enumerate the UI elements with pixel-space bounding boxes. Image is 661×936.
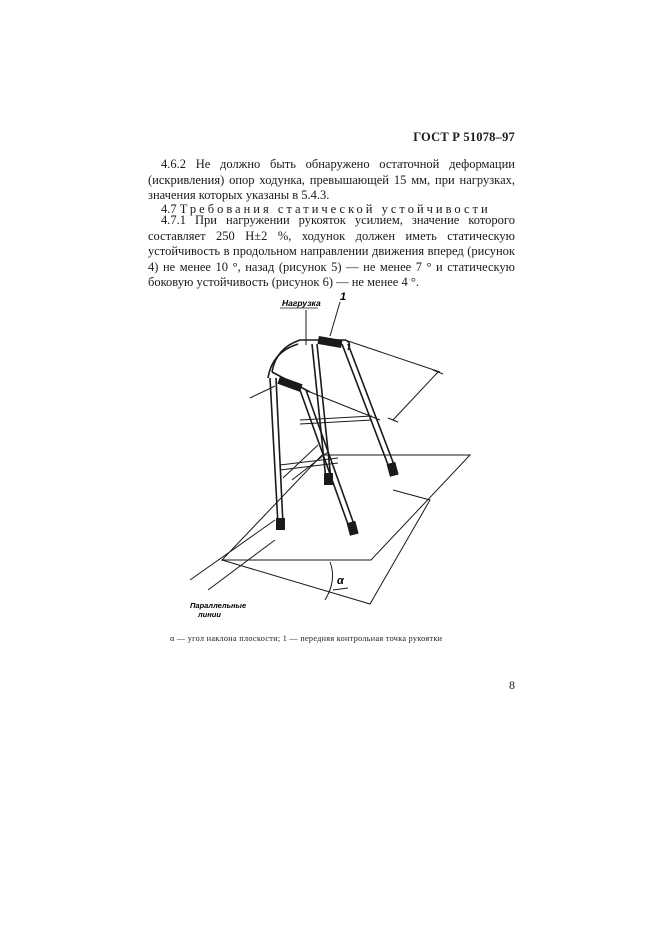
angle-arc — [325, 562, 333, 600]
point-1-label: 1 — [340, 291, 347, 303]
parallel-lines-label-1: Параллельные — [190, 601, 247, 610]
grip-left — [277, 376, 302, 392]
point-1-leader — [330, 302, 340, 336]
standard-code-header: ГОСТ Р 51078–97 — [413, 130, 515, 144]
alpha-leader — [333, 588, 348, 590]
inclined-plane — [222, 455, 470, 560]
section-title: Требования статической устойчивости — [179, 202, 491, 216]
grip-right — [317, 336, 342, 348]
tip-rear-right — [387, 462, 399, 477]
paragraph-4-6-2 — [148, 157, 515, 204]
parallel-lines-label-2: линии — [198, 610, 221, 619]
paragraph-4-7-1-text: 4.7.1 При нагружении рукояток усилием, значение которого составляет 250 Н±2 %, ходунок должен иметь статическую устойчивость в продольном направлении движения вперед (рисунок 4) не менее 10 °, назад (рисунок 5) — не менее 7 ° и статическую боковую устойчивость (рисунок 6) — не менее 4 °. — [148, 213, 515, 290]
base-plane — [222, 490, 430, 604]
alpha-label: α — [337, 575, 344, 587]
rear-right-leg — [342, 344, 390, 470]
tip-front-left — [276, 518, 285, 530]
paragraph-4-7-1 — [148, 213, 515, 291]
walker-stability-figure — [170, 282, 490, 619]
paragraph-4-6-2-text: 4.6.2 Не должно быть обнаружено остаточной деформации (искривления) опор ходунка, превышающей 15 мм, при нагрузках, значения которых указаны в 5.4.3. — [148, 157, 515, 203]
section-number: 4.7 — [161, 202, 177, 216]
tip-rear-left — [347, 521, 359, 536]
tip-front-right — [324, 473, 333, 485]
load-label: Нагрузка — [282, 298, 321, 308]
figure-caption: α — угол наклона плоскости; 1 — передняя контрольная точка рукоятки — [170, 634, 443, 643]
page-number: 8 — [509, 678, 515, 692]
parallel-line-right — [208, 540, 275, 590]
